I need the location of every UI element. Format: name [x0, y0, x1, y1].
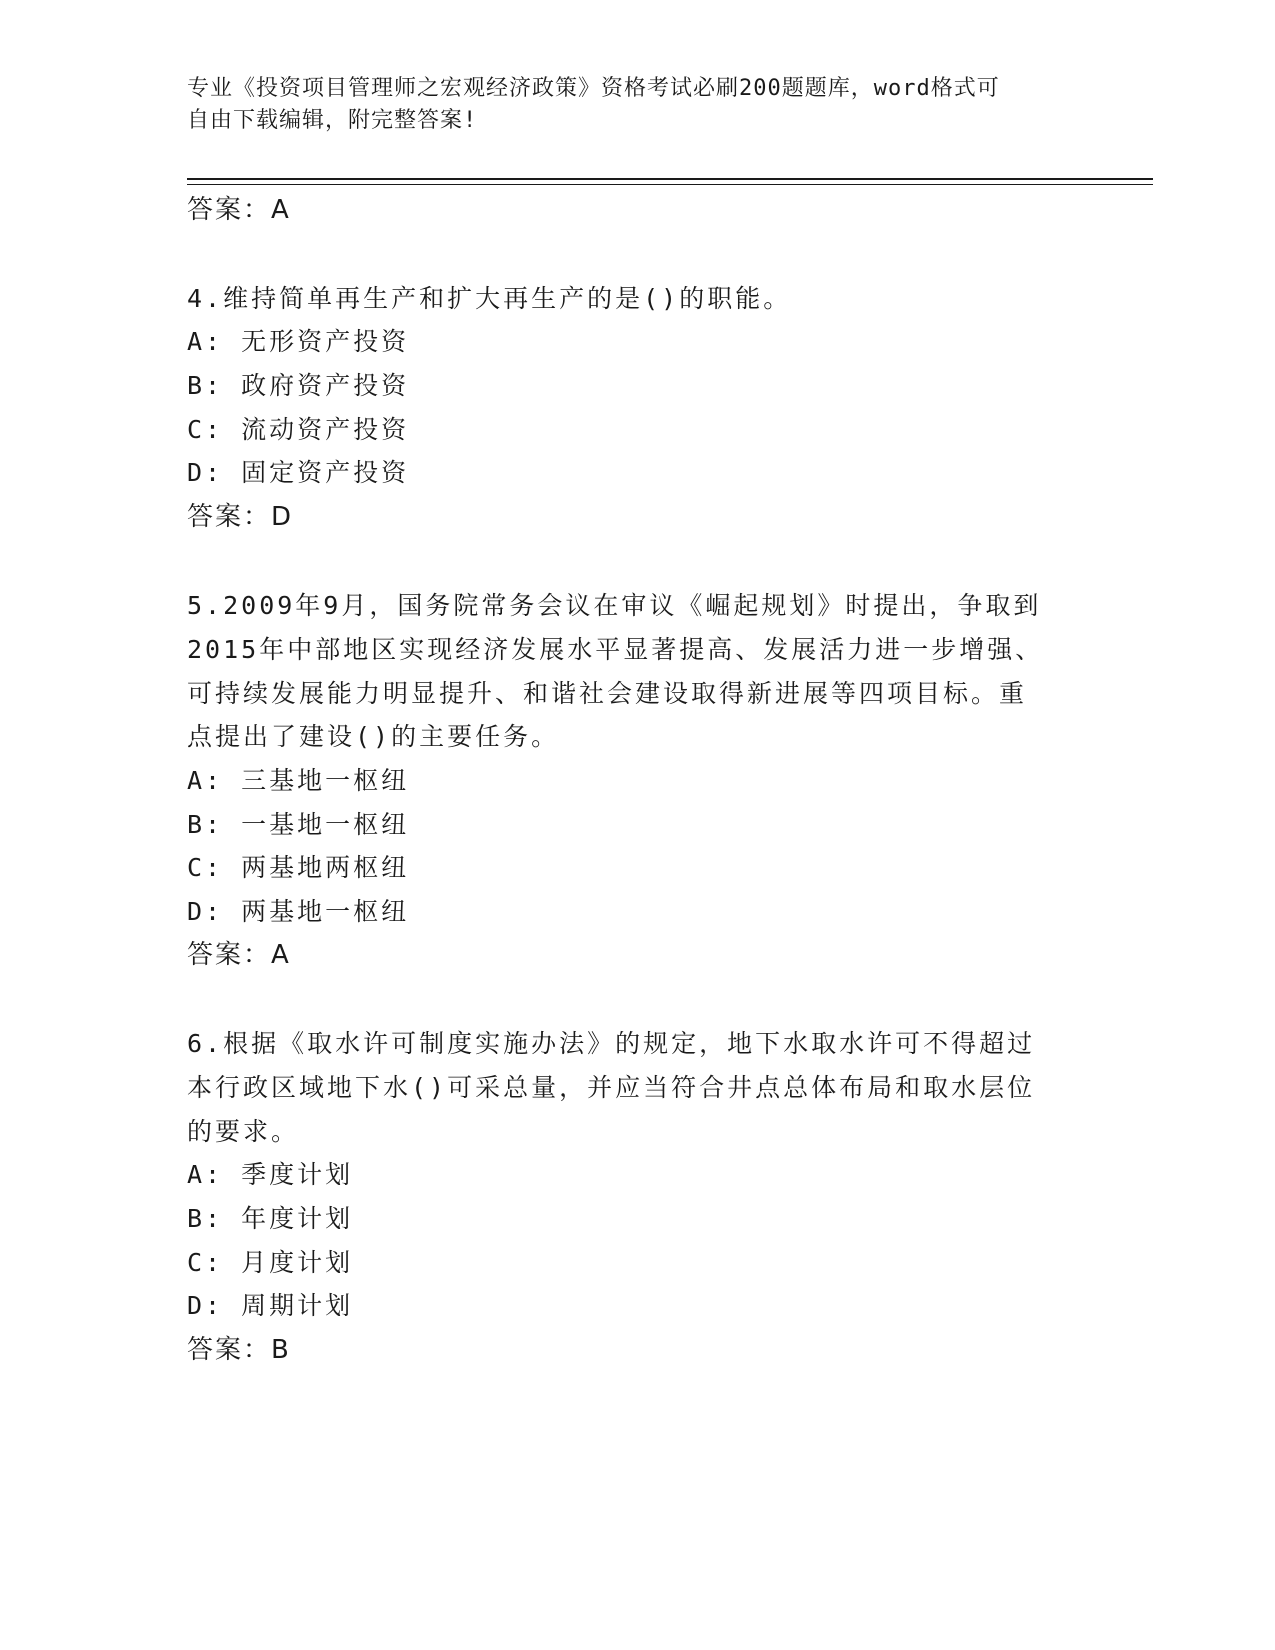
q4-option-b: B: 政府资产投资: [187, 371, 410, 400]
q5-option-b: B: 一基地一枢纽: [187, 810, 410, 839]
q6-option-a: A: 季度计划: [187, 1160, 354, 1189]
q6-stem-line-1: 6.根据《取水许可制度实施办法》的规定，地下水取水许可不得超过: [187, 1029, 1036, 1058]
header-divider-thick: [187, 178, 1153, 180]
header-divider-thin: [187, 184, 1153, 185]
q5-option-a: A: 三基地一枢纽: [187, 766, 410, 795]
q6-option-b: B: 年度计划: [187, 1204, 354, 1233]
q4-option-d: D: 固定资产投资: [187, 458, 410, 487]
q5-answer: 答案：A: [187, 940, 291, 970]
q6-stem-line-3: 的要求。: [187, 1117, 300, 1146]
q6-option-d: D: 周期计划: [187, 1291, 354, 1320]
previous-answer: 答案：A: [187, 195, 291, 225]
header-line-2: 自由下载编辑，附完整答案!: [187, 108, 478, 133]
q5-stem-line-3: 可持续发展能力明显提升、和谐社会建设取得新进展等四项目标。重: [187, 679, 1028, 708]
q5-option-d: D: 两基地一枢纽: [187, 897, 410, 926]
document-header: [187, 73, 1067, 137]
q5-option-c: C: 两基地两枢纽: [187, 853, 410, 882]
q5-stem-line-1: 5.2009年9月，国务院常务会议在审议《崛起规划》时提出，争取到: [187, 591, 1042, 620]
q4-option-c: C: 流动资产投资: [187, 415, 410, 444]
q4-stem: 4.维持简单再生产和扩大再生产的是()的职能。: [187, 284, 792, 313]
q6-answer: 答案：B: [187, 1335, 291, 1365]
q4-answer: 答案：D: [187, 502, 294, 532]
header-line-1: 专业《投资项目管理师之宏观经济政策》资格考试必刷200题题库，word格式可: [187, 76, 1000, 101]
q6-option-c: C: 月度计划: [187, 1248, 354, 1277]
q6-stem-line-2: 本行政区域地下水()可采总量，并应当符合井点总体布局和取水层位: [187, 1073, 1036, 1102]
q5-stem-line-2: 2015年中部地区实现经济发展水平显著提高、发展活力进一步增强、: [187, 635, 1044, 664]
q5-stem-line-4: 点提出了建设()的主要任务。: [187, 722, 560, 751]
q4-option-a: A: 无形资产投资: [187, 327, 410, 356]
